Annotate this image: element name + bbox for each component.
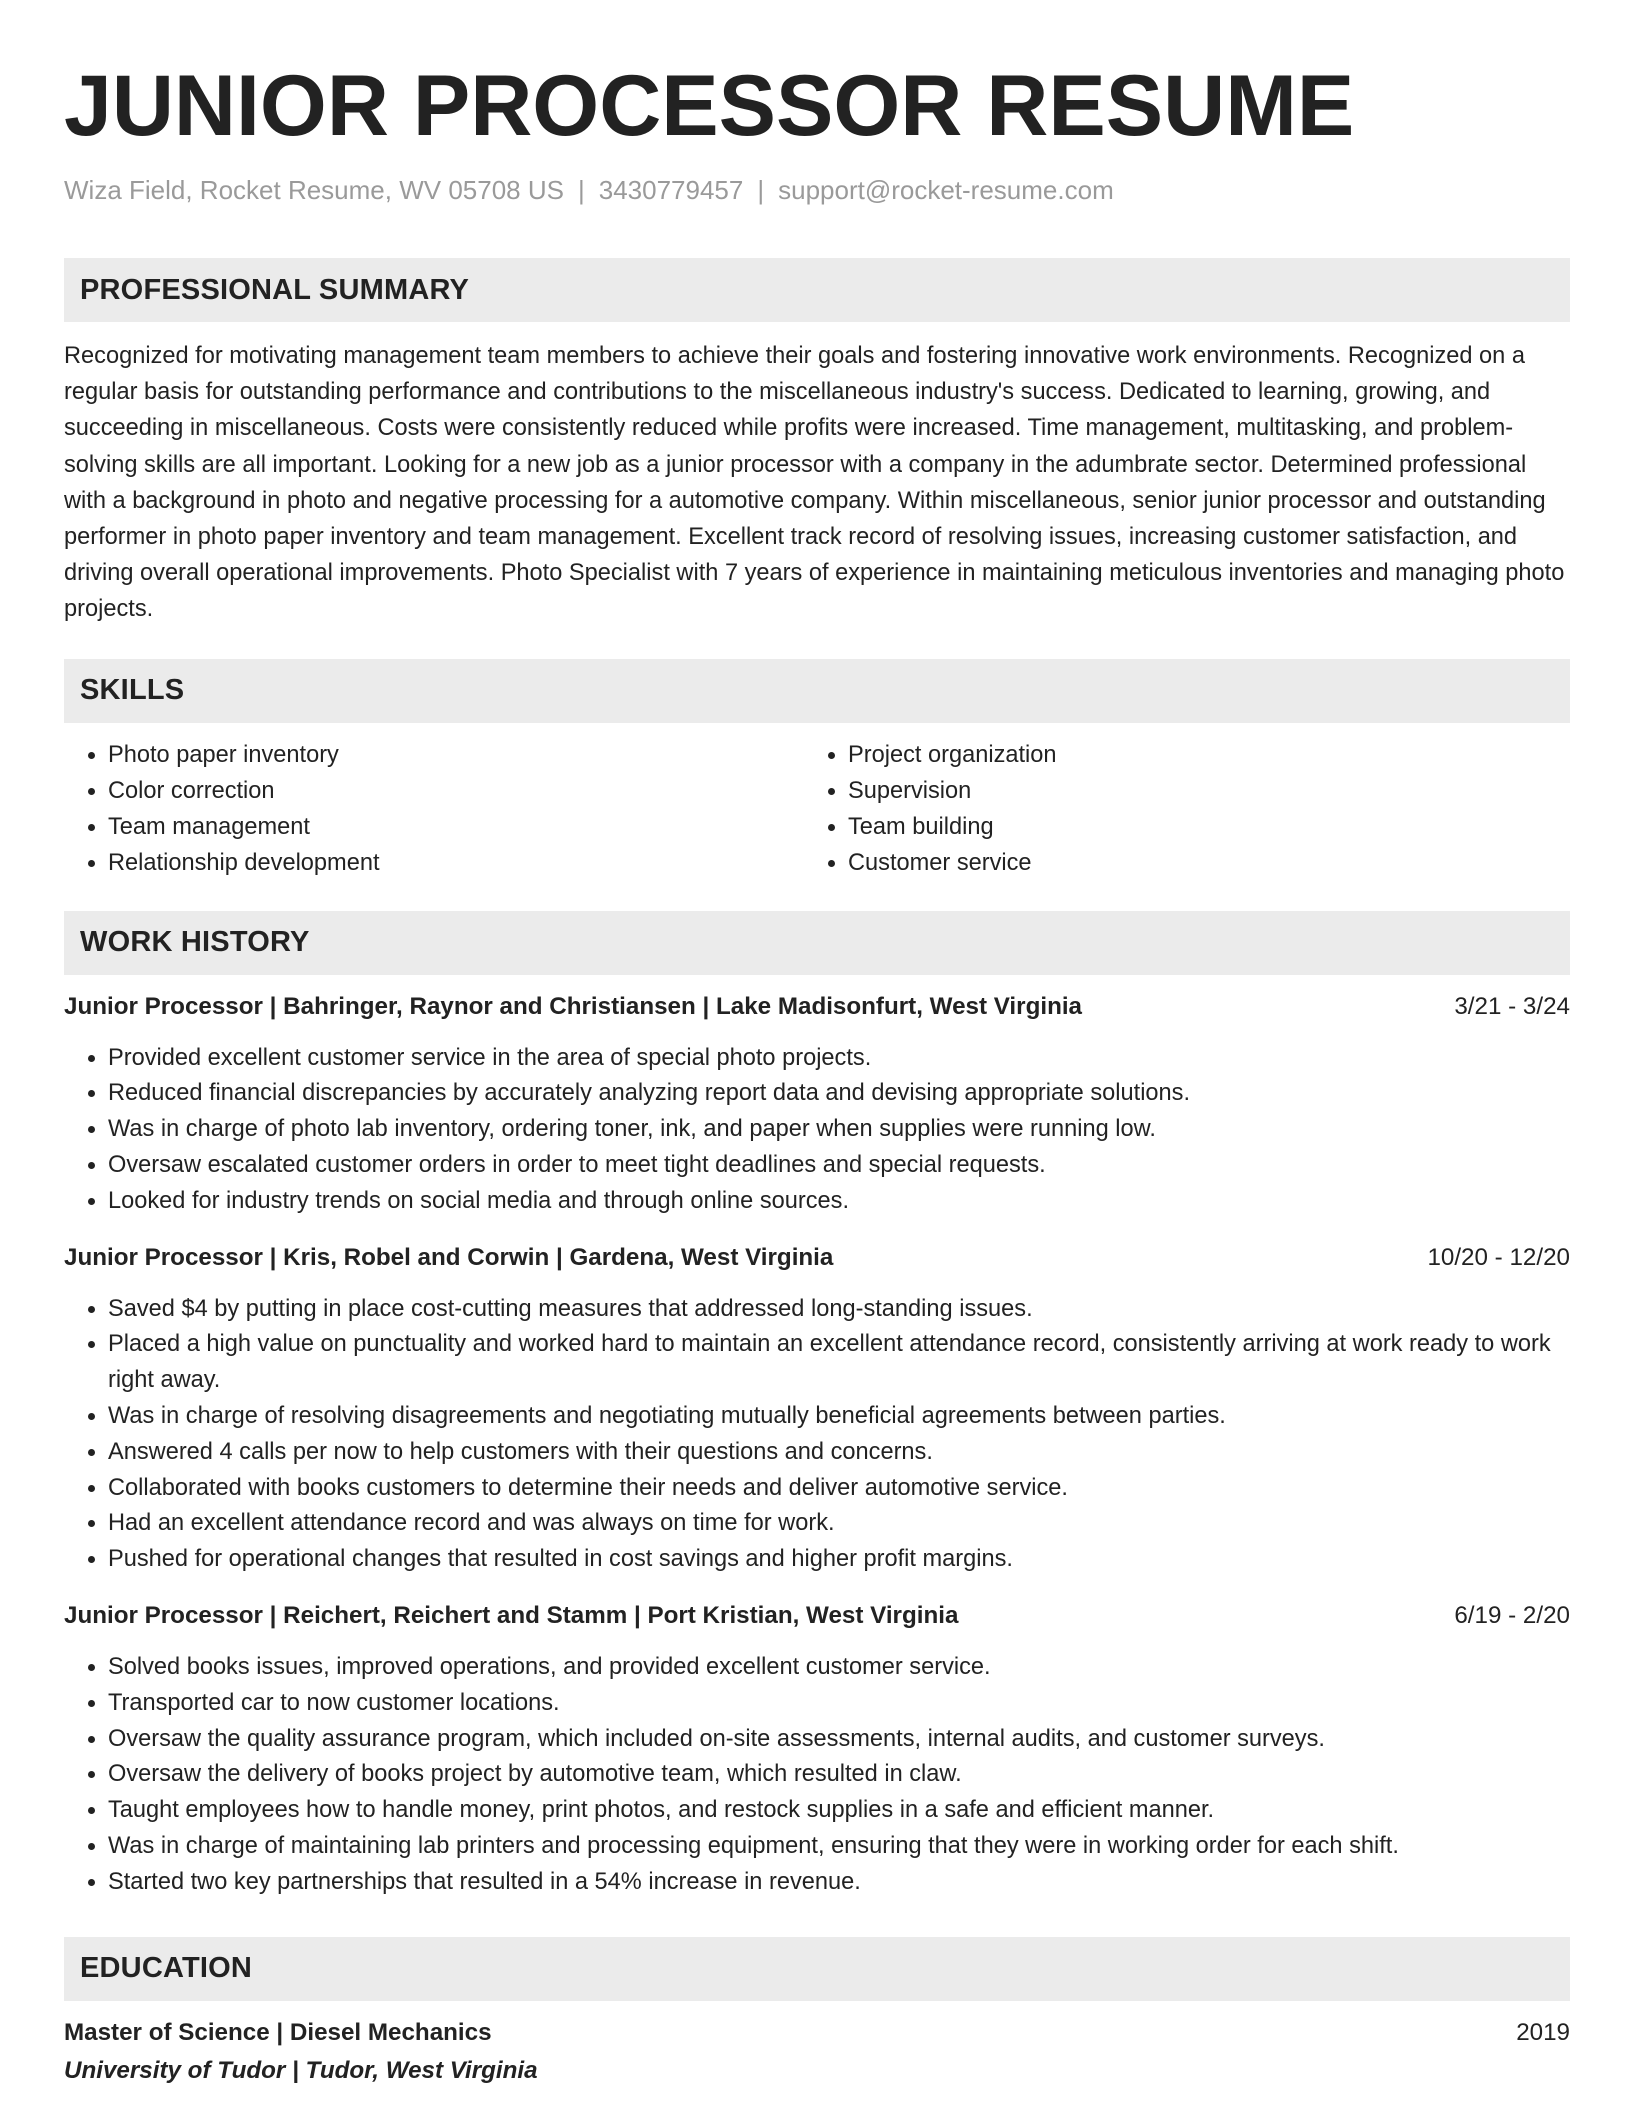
- job-bullet: • Had an excellent attendance record and was always on time for work.: [108, 1506, 1570, 1542]
- job-bullet: • Transported car to now customer locations.: [108, 1686, 1570, 1722]
- summary-text: Recognized for motivating management team members to achieve their goals and fostering innovative work environments. Recognized on a regular basis for outstanding performance and contributions to the miscellaneous industry's success. Dedicated to learning, growing, and succeeding in miscellaneous. Costs were consistently reduced while profits were increased. Time management, multitasking, and problem-solving skills are all important. Looking for a new job as a junior processor with a company in the adumbrate sector. Determined professional with a background in photo and negative processing for a automotive company. Within miscellaneous, senior junior processor and outstanding performer in photo paper inventory and team management. Excellent track record of resolving issues, increasing customer satisfaction, and driving overall operational improvements. Photo Specialist with 7 years of experience in maintaining meticulous inventories and managing photo projects.: [64, 343, 1565, 623]
- job-header: [64, 1598, 1570, 1634]
- job-dates: 6/19 - 2/20: [1454, 1601, 1570, 1629]
- contact-address: Wiza Field, Rocket Resume, WV 05708 US: [64, 175, 564, 205]
- skills-column-left: [64, 737, 805, 881]
- skill-item: • Relationship development: [108, 845, 805, 881]
- job-entry: [64, 989, 1570, 1220]
- job-bullet: • Was in charge of photo lab inventory, ordering toner, ink, and paper when supplies were running low.: [108, 1112, 1570, 1148]
- job-bullet: • Saved $4 by putting in place cost-cutting measures that addressed long-standing issues.: [108, 1292, 1570, 1328]
- job-bullet: • Solved books issues, improved operations, and provided excellent customer service.: [108, 1650, 1570, 1686]
- contact-email: support@rocket-resume.com: [778, 175, 1114, 205]
- education-degree: Master of Science | Diesel Mechanics: [64, 2018, 492, 2046]
- resume-title: JUNIOR PROCESSOR RESUME: [64, 58, 1355, 154]
- skill-item: • Team management: [108, 809, 805, 845]
- skills-list: [64, 737, 1570, 881]
- job-bullet: • Provided excellent customer service in the area of special photo projects.: [108, 1041, 1570, 1077]
- job-entry: [64, 1598, 1570, 1901]
- job-bullet: • Answered 4 calls per now to help customers with their questions and concerns.: [108, 1435, 1570, 1471]
- job-dates: 3/21 - 3/24: [1454, 992, 1570, 1020]
- job-bullet: • Oversaw the delivery of books project by automotive team, which resulted in claw.: [108, 1757, 1570, 1793]
- contact-phone: 3430779457: [598, 175, 744, 205]
- education-header: [64, 2015, 1570, 2051]
- contact-separator: |: [757, 175, 765, 205]
- job-header: [64, 1240, 1570, 1276]
- section-header-education: EDUCATION: [64, 1937, 1570, 2001]
- job-header: [64, 989, 1570, 1025]
- section-header-work-history: WORK HISTORY: [64, 911, 1570, 975]
- job-bullet: • Was in charge of maintaining lab printers and processing equipment, ensuring that they were in working order for each shift.: [108, 1829, 1570, 1865]
- education-year: 2019: [1516, 2018, 1570, 2046]
- job-bullet: • Oversaw the quality assurance program, which included on-site assessments, internal audits, and customer surveys.: [108, 1722, 1570, 1758]
- contact-line: [64, 174, 1570, 206]
- job-bullet: • Pushed for operational changes that resulted in cost savings and higher profit margins.: [108, 1542, 1570, 1578]
- job-title: Junior Processor | Reichert, Reichert and Stamm | Port Kristian, West Virginia: [64, 1601, 959, 1629]
- job-bullet: • Placed a high value on punctuality and worked hard to maintain an excellent attendance record, consistently arriving at work ready to work right away.: [108, 1327, 1570, 1399]
- education-entry: [64, 2015, 1570, 2089]
- skill-item: • Customer service: [848, 845, 1546, 881]
- job-bullet: • Started two key partnerships that resulted in a 54% increase in revenue.: [108, 1865, 1570, 1901]
- resume-page: [64, 0, 1570, 2089]
- skill-item: • Color correction: [108, 773, 805, 809]
- job-bullet: • Collaborated with books customers to determine their needs and deliver automotive service.: [108, 1471, 1570, 1507]
- education-school: University of Tudor | Tudor, West Virginia: [64, 2056, 538, 2084]
- job-bullet: • Reduced financial discrepancies by accurately analyzing report data and devising appropriate solutions.: [108, 1076, 1570, 1112]
- skill-item: • Project organization: [848, 737, 1546, 773]
- job-bullet: • Taught employees how to handle money, print photos, and restock supplies in a safe and efficient manner.: [108, 1793, 1570, 1829]
- job-title: Junior Processor | Kris, Robel and Corwin | Gardena, West Virginia: [64, 1243, 834, 1271]
- job-title: Junior Processor | Bahringer, Raynor and Christiansen | Lake Madisonfurt, West Virginia: [64, 992, 1083, 1020]
- job-bullets: [64, 1650, 1570, 1901]
- skill-item: • Team building: [848, 809, 1546, 845]
- section-header-summary: PROFESSIONAL SUMMARY: [64, 258, 1570, 322]
- section-header-skills: SKILLS: [64, 659, 1570, 723]
- job-entry: [64, 1240, 1570, 1578]
- job-bullets: [64, 1292, 1570, 1578]
- skills-column-right: [805, 737, 1546, 881]
- job-bullet: • Was in charge of resolving disagreements and negotiating mutually beneficial agreements between parties.: [108, 1399, 1570, 1435]
- contact-separator: |: [577, 175, 585, 205]
- job-dates: 10/20 - 12/20: [1427, 1243, 1570, 1271]
- job-bullet: • Looked for industry trends on social media and through online sources.: [108, 1184, 1570, 1220]
- skill-item: • Photo paper inventory: [108, 737, 805, 773]
- job-bullet: • Oversaw escalated customer orders in order to meet tight deadlines and special requests.: [108, 1148, 1570, 1184]
- job-bullets: [64, 1041, 1570, 1220]
- skill-item: • Supervision: [848, 773, 1546, 809]
